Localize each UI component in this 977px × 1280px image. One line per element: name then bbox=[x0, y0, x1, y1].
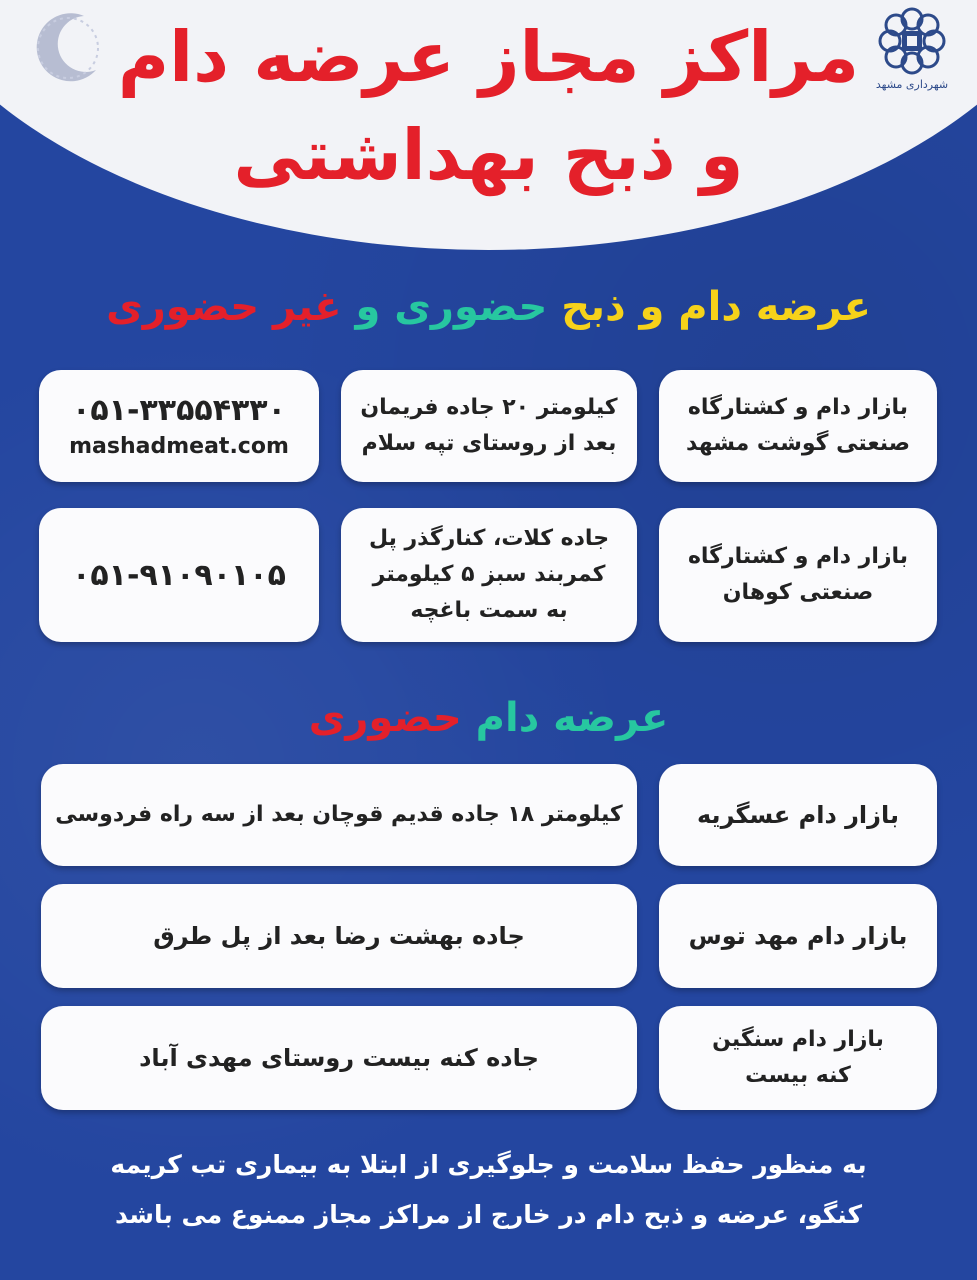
address-line: کیلومتر ۲۰ جاده فریمان bbox=[360, 395, 618, 420]
address-line: کمربند سبز ۵ کیلومتر bbox=[372, 562, 606, 587]
section-2-heading bbox=[0, 695, 977, 741]
title-line-2: و ذبح بهداشتی bbox=[233, 114, 744, 196]
footer-line-1: به منظور حفظ سلامت و جلوگیری از ابتلا به بیماری تب کریمه bbox=[110, 1150, 867, 1179]
phone-number[interactable]: ۰۵۱-۳۳۵۵۴۳۳۰ bbox=[72, 393, 286, 428]
address-line: به سمت باغچه bbox=[410, 598, 568, 623]
address-card-behesht-reza bbox=[41, 884, 637, 988]
footer-line-2: کنگو، عرضه و ذبح دام در خارج از مراکز مجاز ممنوع می باشد bbox=[114, 1200, 863, 1229]
page-title bbox=[0, 8, 977, 204]
footer-notice bbox=[40, 1140, 937, 1240]
website-link[interactable]: mashadmeat.com bbox=[69, 434, 289, 459]
address-text: جاده کنه بیست روستای مهدی آباد bbox=[139, 1044, 539, 1072]
address-card-askariyeh bbox=[41, 764, 637, 866]
address-card-kaneh-bist bbox=[41, 1006, 637, 1110]
section-1-heading bbox=[0, 284, 977, 330]
address-line: بعد از روستای تپه سلام bbox=[361, 431, 617, 456]
address-text: کیلومتر ۱۸ جاده قدیم قوچان بعد از سه راه فردوسی bbox=[55, 802, 623, 827]
address-text: جاده بهشت رضا بعد از پل طرق bbox=[153, 922, 525, 950]
address-card-fariman bbox=[341, 370, 637, 482]
section-2-heading-part-1: عرضه دام bbox=[475, 695, 669, 741]
title-line-1: مراکز مجاز عرضه دام bbox=[117, 16, 860, 98]
market-card-meat-industrial bbox=[659, 370, 937, 482]
market-name: بازار دام مهد توس bbox=[688, 922, 908, 950]
market-name-line: صنعتی کوهان bbox=[722, 580, 874, 605]
section-1-heading-part-3: غیر حضوری bbox=[106, 284, 342, 330]
section-1-heading-part-2: حضوری و bbox=[355, 284, 548, 330]
market-name-line: بازار دام سنگین bbox=[712, 1027, 884, 1052]
section-2-heading-part-2: حضوری bbox=[308, 695, 462, 741]
municipality-caption: شهرداری مشهد bbox=[875, 78, 949, 91]
contact-card-meat-industrial bbox=[39, 370, 319, 482]
market-name: بازار دام عسگریه bbox=[697, 801, 899, 829]
market-name-line: بازار دام و کشتارگاه bbox=[687, 544, 909, 569]
address-line: جاده کلات، کنارگذر پل bbox=[368, 526, 610, 551]
market-card-askariyeh bbox=[659, 764, 937, 866]
market-card-kouhan bbox=[659, 508, 937, 642]
market-card-sangin bbox=[659, 1006, 937, 1110]
phone-number[interactable]: ۰۵۱-۹۱۰۹۰۱۰۵ bbox=[72, 557, 286, 593]
section-1-heading-part-1: عرضه دام و ذبح bbox=[561, 284, 871, 330]
market-name-line: صنعتی گوشت مشهد bbox=[686, 431, 910, 456]
contact-card-kouhan bbox=[39, 508, 319, 642]
market-name-line: بازار دام و کشتارگاه bbox=[687, 395, 909, 420]
market-card-mahd-toos bbox=[659, 884, 937, 988]
address-card-kalat bbox=[341, 508, 637, 642]
market-name-line: کنه بیست bbox=[745, 1063, 851, 1088]
